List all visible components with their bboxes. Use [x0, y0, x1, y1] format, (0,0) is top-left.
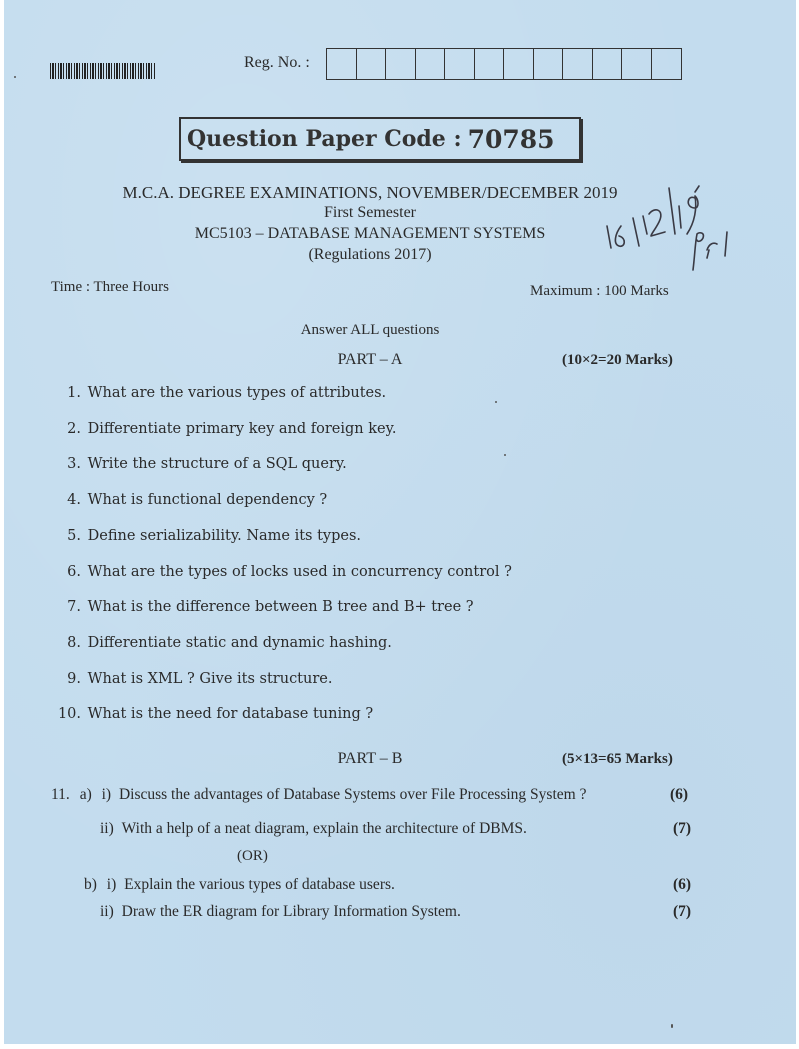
question-text: Define serializability. Name its types.	[87, 528, 362, 544]
question-item	[44, 492, 327, 508]
question-item	[44, 635, 392, 651]
marks-value: (6)	[673, 876, 692, 893]
maximum-marks: Maximum : 100 Marks	[530, 283, 669, 299]
question-number: 3.	[67, 456, 81, 472]
question-number: 2.	[67, 421, 81, 437]
or-separator: (OR)	[237, 848, 268, 864]
question-text: What is functional dependency ?	[87, 492, 328, 508]
exam-duration: Time : Three Hours	[51, 279, 169, 295]
question-item	[44, 528, 361, 544]
option-label: b)	[84, 876, 97, 893]
question-number: 7.	[67, 599, 81, 615]
question-text: Discuss the advantages of Database Systems over File Processing System ?	[118, 786, 587, 803]
question-item	[44, 599, 474, 615]
barcode	[50, 63, 156, 79]
reg-no-box	[445, 49, 475, 79]
reg-no-box	[622, 49, 652, 79]
reg-no-box	[593, 49, 623, 79]
reg-no-box	[504, 49, 534, 79]
reg-no-label: Reg. No. :	[244, 54, 310, 71]
question-number: 5.	[67, 528, 81, 544]
paper-speck	[671, 1024, 673, 1028]
question-11b-ii	[100, 903, 461, 921]
paper-speck	[495, 401, 497, 403]
question-item	[44, 456, 347, 472]
reg-no-box	[327, 49, 357, 79]
reg-no-boxes	[326, 48, 682, 80]
part-b-marks: (5×13=65 Marks)	[562, 751, 673, 767]
question-item	[44, 564, 512, 580]
question-number: 8.	[67, 635, 81, 651]
question-text: Draw the ER diagram for Library Information System.	[121, 903, 461, 920]
question-number: 9.	[67, 671, 81, 687]
sub-label: ii)	[100, 820, 114, 837]
reg-no-box	[416, 49, 446, 79]
question-text: Differentiate primary key and foreign key.	[87, 421, 397, 437]
question-text: What are the types of locks used in concurrency control ?	[87, 564, 512, 580]
subject: MC5103 – DATABASE MANAGEMENT SYSTEMS	[194, 225, 546, 242]
question-text: What is XML ? Give its structure.	[87, 671, 333, 687]
part-a-title: PART – A	[337, 351, 403, 368]
question-11a-i	[51, 786, 586, 804]
reg-no-box	[475, 49, 505, 79]
question-11b-i	[84, 876, 395, 894]
paper-code-number: 70785	[467, 124, 555, 154]
sub-label: i)	[106, 876, 117, 893]
reg-no-box	[563, 49, 593, 79]
regulations: (Regulations 2017)	[308, 246, 432, 263]
paper-code-label: Question Paper Code :	[187, 126, 462, 152]
question-text: What is the need for database tuning ?	[87, 706, 374, 722]
marks-value: (6)	[670, 786, 689, 803]
question-text: With a help of a neat diagram, explain the architecture of DBMS.	[121, 820, 527, 837]
reg-no-box	[386, 49, 416, 79]
semester: First Semester	[324, 204, 416, 221]
question-number: 10.	[57, 706, 81, 722]
part-b-title: PART – B	[337, 750, 403, 767]
question-number: 11.	[51, 786, 70, 803]
paper-speck	[504, 454, 506, 456]
paper-speck	[14, 76, 16, 78]
question-11a-ii	[100, 820, 527, 838]
question-number: 6.	[67, 564, 81, 580]
reg-no-box	[534, 49, 564, 79]
question-text: Differentiate static and dynamic hashing.	[87, 635, 392, 651]
question-item	[44, 385, 386, 401]
question-paper	[4, 0, 796, 1044]
marks-value: (7)	[673, 820, 692, 837]
handwritten-date-note	[599, 178, 769, 273]
part-a-marks: (10×2=20 Marks)	[562, 352, 673, 368]
sub-label: ii)	[100, 903, 114, 920]
question-text: Write the structure of a SQL query.	[87, 456, 347, 472]
question-item	[44, 421, 396, 437]
question-item	[44, 706, 373, 722]
exam-title: M.C.A. DEGREE EXAMINATIONS, NOVEMBER/DECEMBER 2019	[122, 183, 618, 202]
question-number: 1.	[67, 385, 81, 401]
instruction: Answer ALL questions	[300, 322, 440, 338]
question-text: What are the various types of attributes.	[87, 385, 387, 401]
question-number: 4.	[67, 492, 81, 508]
sub-label: i)	[101, 786, 112, 803]
question-paper-code-box	[179, 117, 581, 161]
question-text: Explain the various types of database users.	[124, 876, 395, 893]
question-text: What is the difference between B tree and B+ tree ?	[87, 599, 474, 615]
reg-no-box	[357, 49, 387, 79]
reg-no-box	[652, 49, 682, 79]
option-label: a)	[79, 786, 92, 803]
question-item	[44, 671, 332, 687]
marks-value: (7)	[673, 903, 692, 920]
